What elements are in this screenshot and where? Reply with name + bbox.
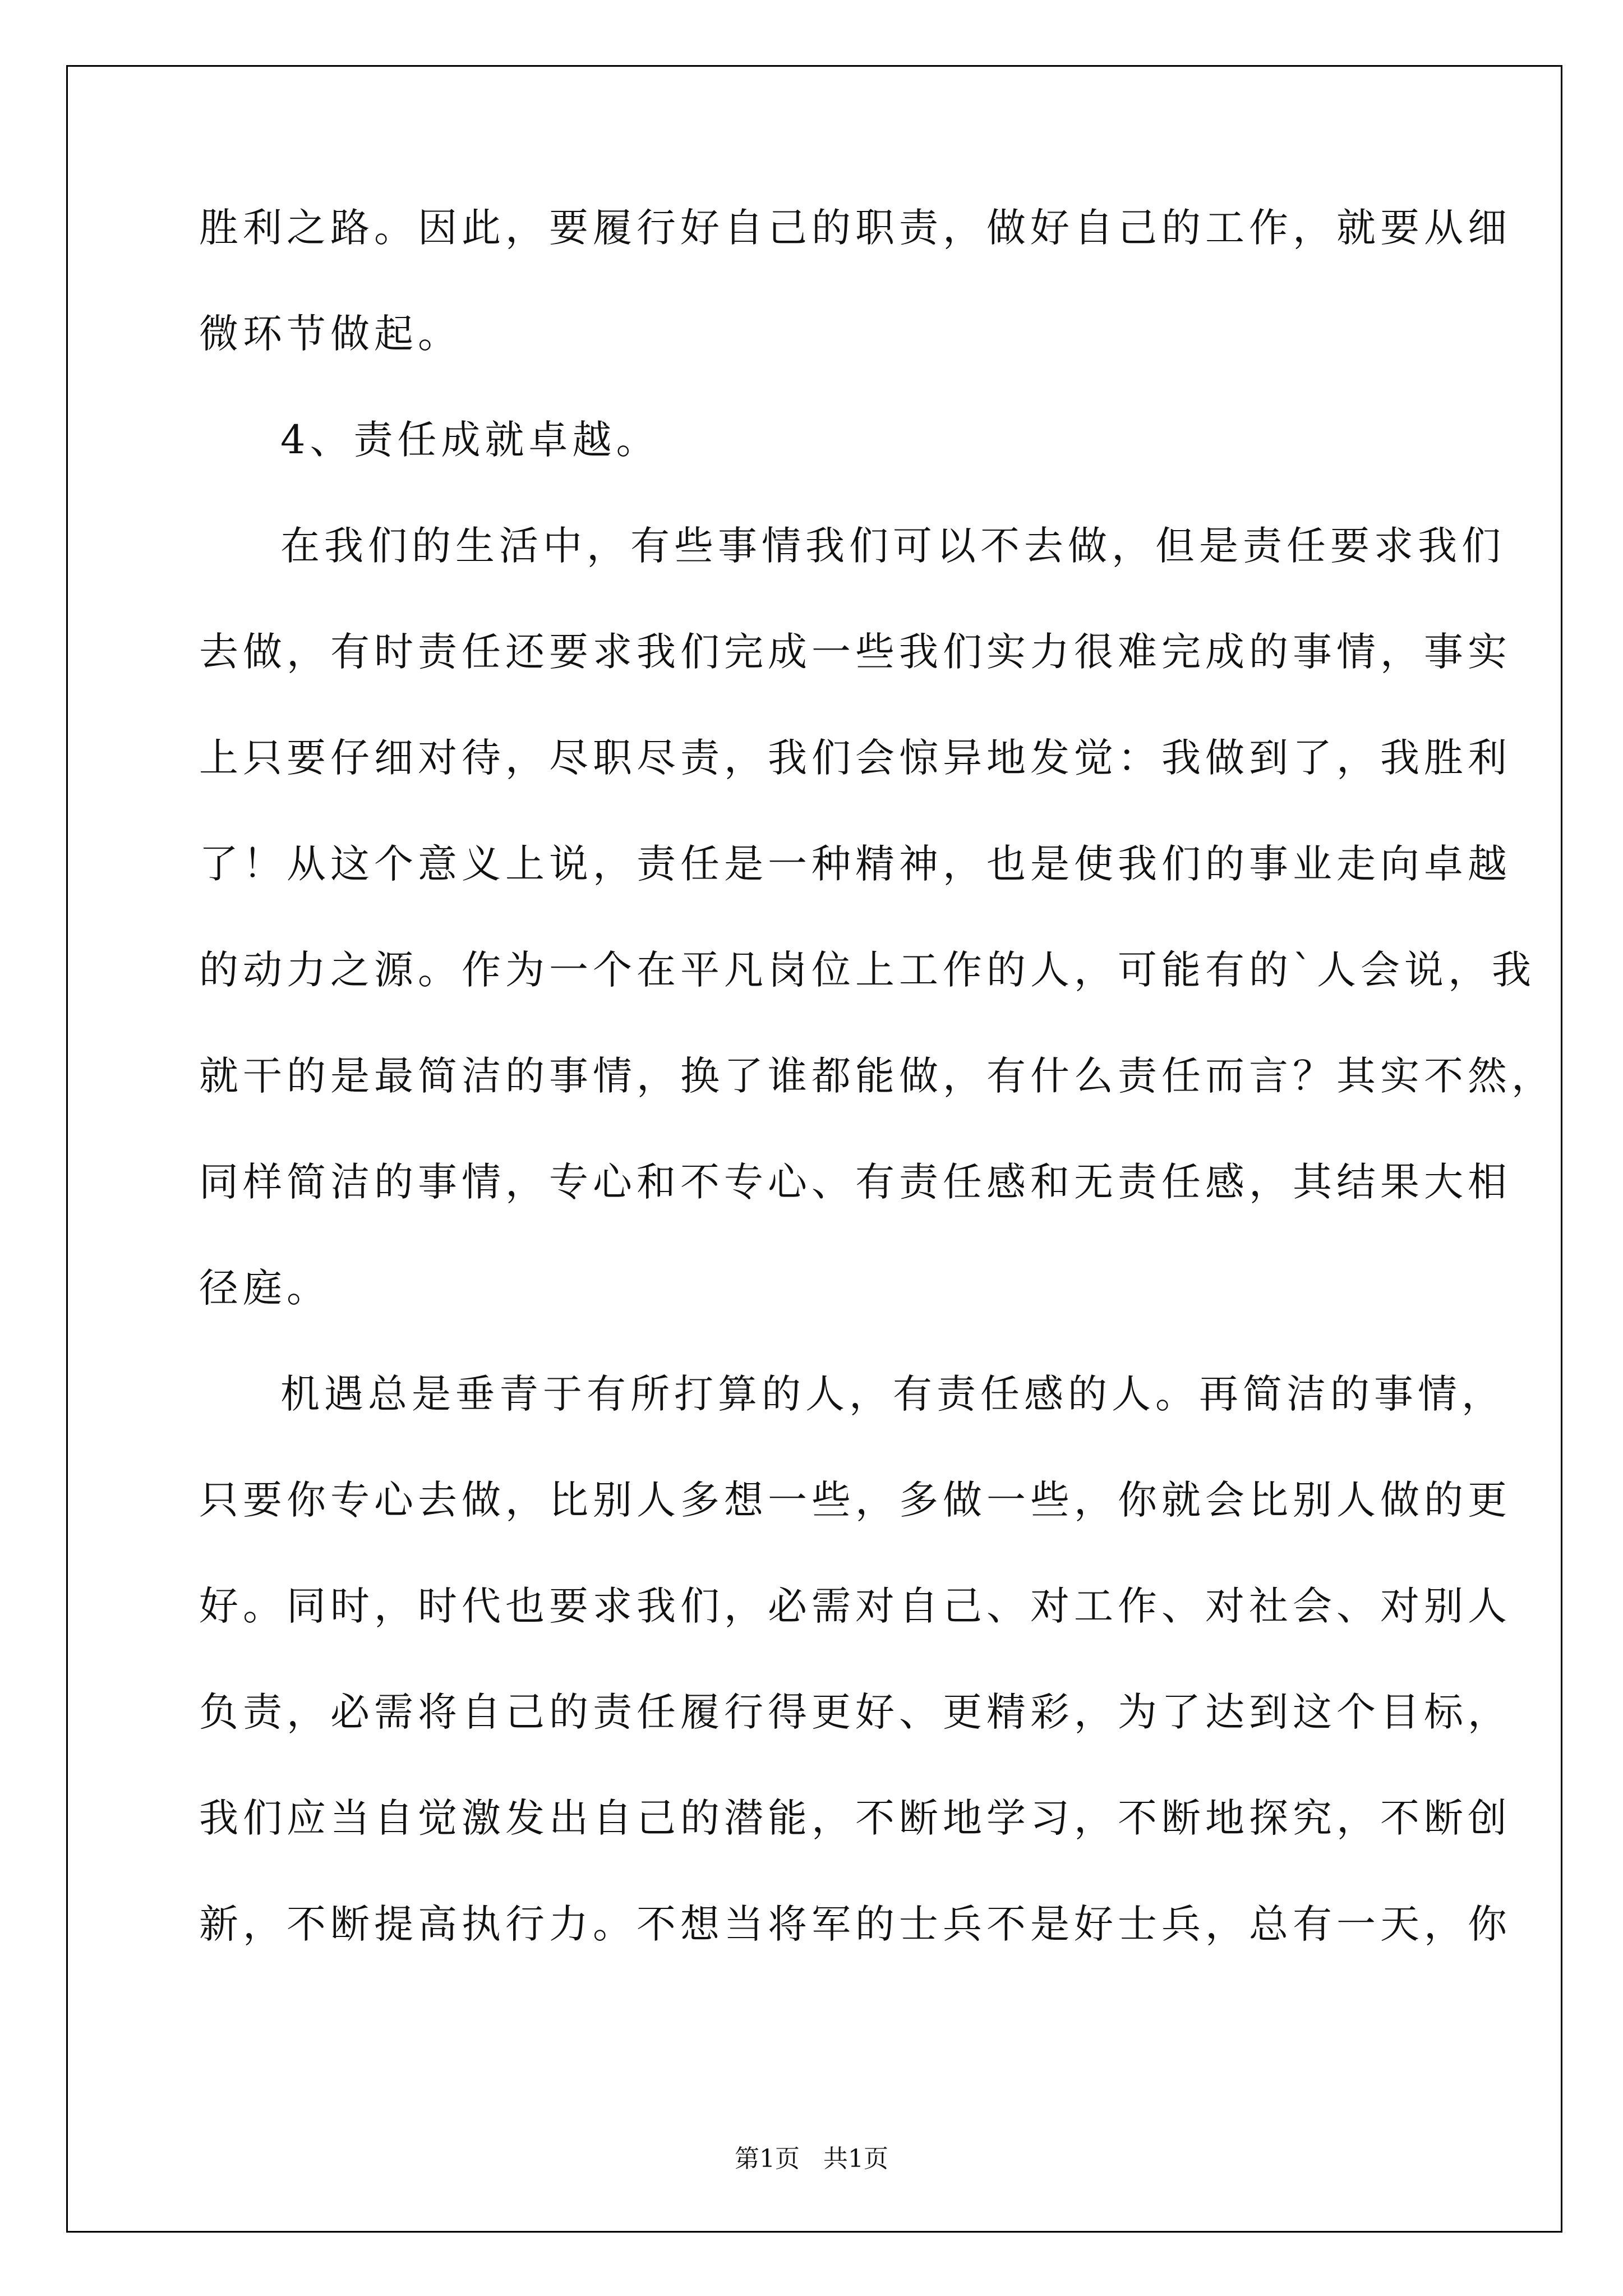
text-line: 的动力之源。作为一个在平凡岗位上工作的人，可能有的`人会说，我: [199, 947, 1536, 993]
text-line: 机遇总是垂青于有所打算的人，有责任感的人。再简洁的事情，: [280, 1371, 1505, 1417]
section-heading: 4、责任成就卓越。: [280, 417, 660, 463]
text-line: 我们应当自觉激发出自己的潜能，不断地学习，不断地探究，不断创: [199, 1795, 1511, 1841]
text-line: 胜利之路。因此，要履行好自己的职责，做好自己的工作，就要从细: [199, 205, 1511, 251]
text-line: 径庭。: [199, 1265, 330, 1311]
text-line: 只要你专心去做，比别人多想一些，多做一些，你就会比别人做的更: [199, 1477, 1511, 1523]
text-line: 微环节做起。: [199, 311, 462, 357]
text-line: 上只要仔细对待，尽职尽责，我们会惊异地发觉：我做到了，我胜利: [199, 735, 1511, 781]
text-line: 在我们的生活中，有些事情我们可以不去做，但是责任要求我们: [280, 523, 1505, 569]
text-line: 就干的是最简洁的事情，换了谁都能做，有什么责任而言？其实不然，: [199, 1053, 1555, 1099]
text-line: 了！从这个意义上说，责任是一种精神，也是使我们的事业走向卓越: [199, 841, 1511, 887]
text-line: 同样简洁的事情，专心和不专心、有责任感和无责任感，其结果大相: [199, 1159, 1511, 1205]
text-line: 好。同时，时代也要求我们，必需对自己、对工作、对社会、对别人: [199, 1583, 1511, 1629]
text-line: 去做，有时责任还要求我们完成一些我们实力很难完成的事情，事实: [199, 629, 1511, 675]
text-line: 负责，必需将自己的责任履行得更好、更精彩，为了达到这个目标，: [199, 1689, 1511, 1735]
page-footer: 第1页 共1页: [735, 2145, 888, 2173]
text-line: 新，不断提高执行力。不想当将军的士兵不是好士兵，总有一天，你: [199, 1901, 1511, 1947]
